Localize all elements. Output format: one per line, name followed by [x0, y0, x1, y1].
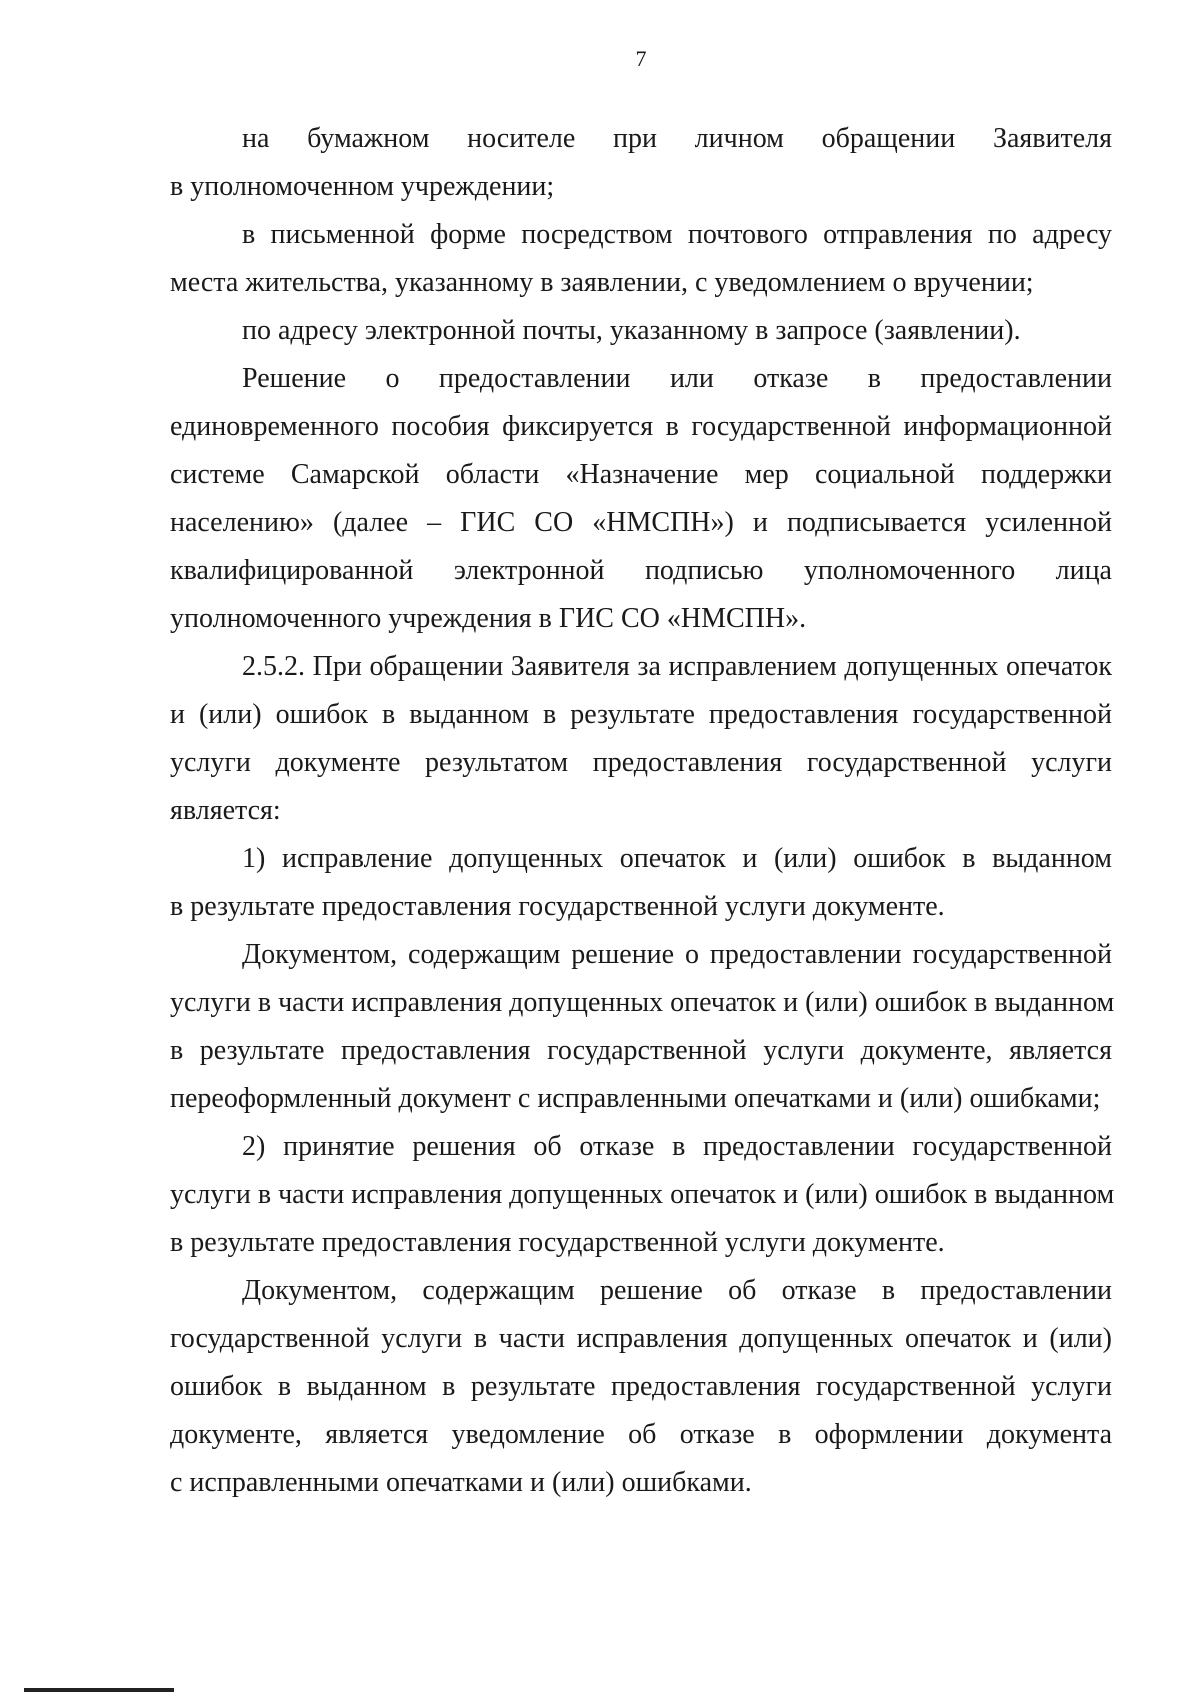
paragraph-delivery-mail	[170, 211, 1112, 307]
paragraph-line: 2) принятие решения об отказе в предоставлении государственной	[242, 1131, 1112, 1162]
paragraph-delivery-email	[170, 307, 1112, 355]
paragraph-line: переоформленный документ с исправленными опечатками и (или) ошибками;	[170, 1083, 1101, 1114]
paragraph-line: является:	[170, 795, 281, 826]
paragraph-line: Документом, содержащим решение о предоставлении государственной	[242, 939, 1112, 970]
paragraph-line: в уполномоченном учреждении;	[170, 171, 555, 202]
paragraph-line: населению» (далее – ГИС СО «НМСПН») и подписывается усиленной	[170, 507, 1112, 538]
paragraph-line: в результате предоставления государственной услуги документе.	[170, 891, 945, 922]
paragraph-line: государственной услуги в части исправления допущенных опечаток и (или)	[170, 1323, 1112, 1354]
paragraph-line: в результате предоставления государственной услуги документе.	[170, 1227, 945, 1258]
paragraph-line: уполномоченного учреждения в ГИС СО «НМСПН».	[170, 603, 807, 634]
paragraph-line: в результате предоставления государственной услуги документе, является	[170, 1035, 1112, 1066]
paragraph-line: с исправленными опечатками и (или) ошибками.	[170, 1467, 752, 1498]
paragraph-line: в письменной форме посредством почтового отправления по адресу	[242, 219, 1112, 250]
paragraph-line: услуги документе результатом предоставления государственной услуги	[170, 747, 1112, 778]
page-number: 7	[635, 46, 647, 71]
paragraph-line: квалифицированной электронной подписью уполномоченного лица	[170, 555, 1112, 586]
paragraph-line: на бумажном носителе при личном обращении Заявителя	[242, 123, 1112, 154]
paragraph-item-1	[170, 835, 1112, 931]
document-body	[170, 115, 1115, 1507]
paragraph-line: услуги в части исправления допущенных опечаток и (или) ошибок в выданном	[170, 987, 1115, 1018]
paragraph-line: ошибок в выданном в результате предоставления государственной услуги	[170, 1371, 1112, 1402]
paragraph-line: единовременного пособия фиксируется в государственной информационной	[170, 411, 1112, 442]
paragraph-line: Документом, содержащим решение об отказе в предоставлении	[242, 1275, 1112, 1306]
paragraph-line: документе, является уведомление об отказе в оформлении документа	[170, 1419, 1112, 1450]
paragraph-line: системе Самарской области «Назначение мер социальной поддержки	[170, 459, 1112, 490]
paragraph-delivery-paper	[170, 115, 1112, 211]
paragraph-line: 2.5.2. При обращении Заявителя за исправлением допущенных опечаток	[242, 651, 1112, 682]
paragraph-line: 1) исправление допущенных опечаток и (или) ошибок в выданном	[242, 843, 1112, 874]
paragraph-decision	[170, 355, 1112, 643]
paragraph-item-1-document	[170, 931, 1115, 1123]
paragraph-item-2	[170, 1123, 1115, 1267]
paragraph-line: по адресу электронной почты, указанному в запросе (заявлении).	[242, 315, 1021, 346]
paragraph-line: услуги в части исправления допущенных опечаток и (или) ошибок в выданном	[170, 1179, 1115, 1210]
scan-edge-mark	[24, 1688, 174, 1692]
paragraph-line: и (или) ошибок в выданном в результате предоставления государственной	[170, 699, 1112, 730]
paragraph-line: места жительства, указанному в заявлении, с уведомлением о вручении;	[170, 267, 1034, 298]
paragraph-item-2-document	[170, 1267, 1112, 1507]
paragraph-line: Решение о предоставлении или отказе в предоставлении	[242, 363, 1112, 394]
paragraph-2-5-2	[170, 643, 1112, 835]
